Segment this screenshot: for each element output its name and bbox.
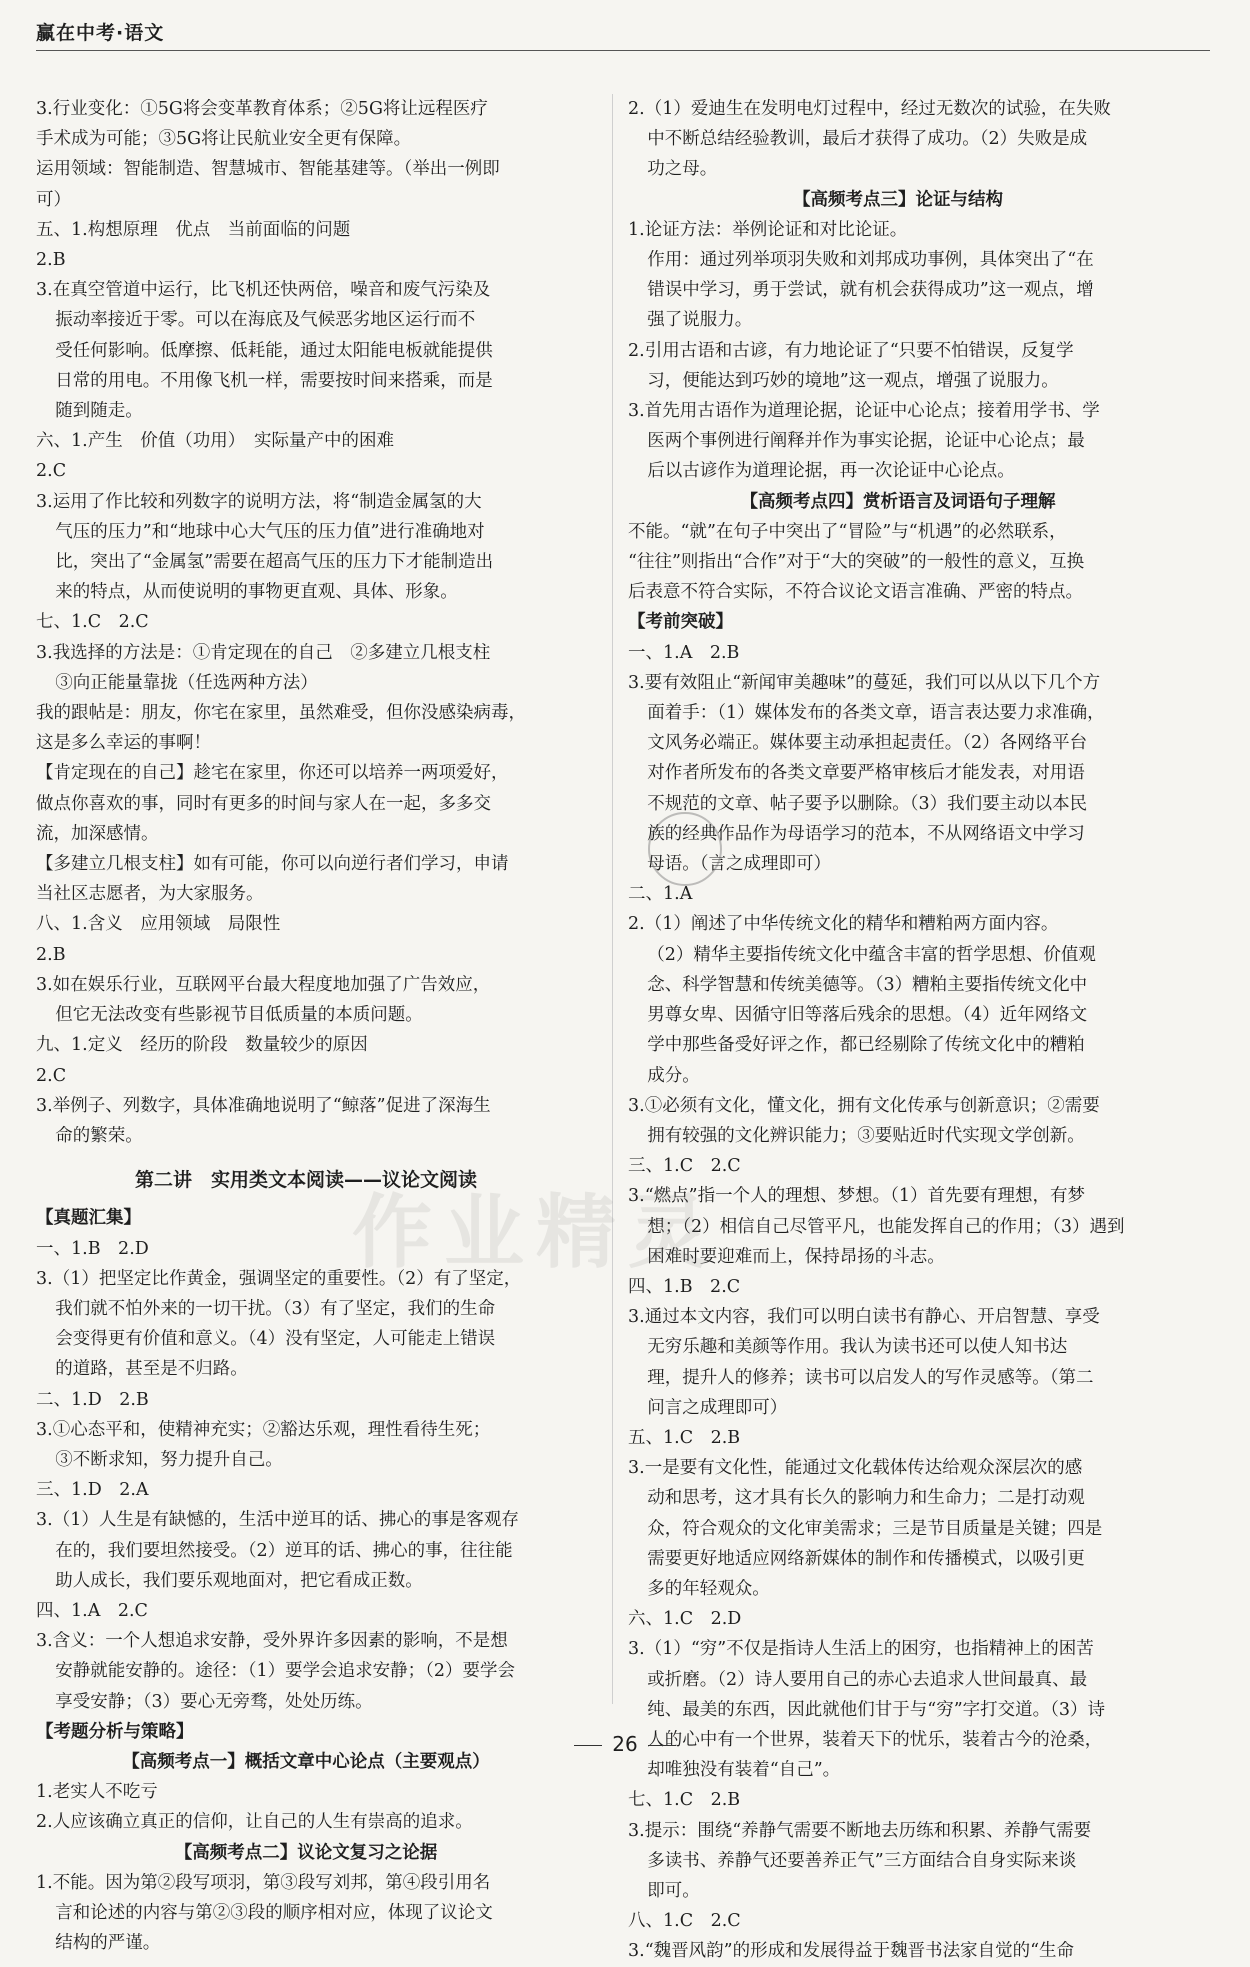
header-rule (36, 50, 1210, 51)
watermark: 作业精灵 (352, 1186, 720, 1279)
text-line: 中不断总结经验教训，最后才获得了成功。（2）失败是成 (647, 129, 1088, 150)
text-line: “往往”则指出“合作”对于“大的突破”的一般性的意义，互换 (628, 552, 1085, 573)
text-line: 错误中学习，勇于尝试，就有机会获得成功”这一观点，增 (647, 280, 1094, 301)
page-number (0, 1732, 1250, 1756)
text-line: 后以古谚作为道理论据，再一次论证中心论点。 (647, 461, 1015, 482)
text-line: 作用：通过列举项羽失败和刘邦成功事例，具体突出了“在 (647, 250, 1094, 271)
subsection-heading: 【真题汇集】 (36, 1208, 141, 1229)
text-line: 二、1.A (628, 884, 693, 905)
text-line: 3.举例子、列数字，具体准确地说明了“鲸落”促进了深海生 (36, 1095, 491, 1116)
text-line: 在的，我们要坦然接受。（2）逆耳的话、拂心的事，往往能 (55, 1540, 513, 1561)
text-line: 七、1.C 2.B (628, 1790, 741, 1811)
text-line: 这是多么幸运的事啊！ (36, 733, 211, 754)
subsection-heading: 【高频考点三】论证与结构 (793, 189, 1003, 210)
text-line: 会变得更有价值和意义。（4）没有坚定，人可能走上错误 (55, 1329, 496, 1350)
text-line: 3.一是要有文化性，能通过文化载体传达给观众深层次的感 (628, 1458, 1083, 1479)
text-line: 我的跟帖是：朋友，你宅在家里，虽然难受，但你没感染病毒， (36, 703, 526, 724)
text-line: 3.“魏晋风韵”的形成和发展得益于魏晋书法家自觉的“生命 (628, 1941, 1075, 1962)
text-line: 2.B (36, 944, 66, 965)
text-line: 一、1.A 2.B (628, 642, 740, 663)
text-line: 人的心中有一个世界，装着天下的忧乐，装着古今的沧桑， (647, 1729, 1103, 1750)
text-line: 多的年轻观众。 (647, 1578, 770, 1599)
text-line: 七、1.C 2.C (36, 612, 149, 633)
text-line: 3.如在娱乐行业，互联网平台最大程度地加强了广告效应， (36, 974, 491, 995)
subsection-heading: 【高频考点二】议论文复习之论据 (174, 1842, 438, 1863)
text-line: 学中那些备受好评之作，都已经剔除了传统文化中的糟粕 (647, 1035, 1085, 1056)
page-header-title: 赢在中考·语文 (36, 22, 165, 44)
text-line: 对作者所发布的各类文章要严格审核后才能发表，对用语 (647, 763, 1085, 784)
text-line: 拥有较强的文化辨识能力；③要贴近时代实现文学创新。 (647, 1125, 1085, 1146)
text-line: 后表意不符合实际，不符合议论文语言准确、严密的特点。 (628, 582, 1083, 603)
text-line: 可） (36, 189, 71, 210)
text-line: 众，符合观众的文化审美需求；三是节目质量是关键；四是 (647, 1518, 1103, 1539)
text-line: 理，提升人的修养；读书可以启发人的写作灵感等。（第二 (647, 1367, 1094, 1388)
text-line: 2.人应该确立真正的信仰，让自己的人生有崇高的追求。 (36, 1812, 473, 1833)
text-line: 不能。“就”在句子中突出了“冒险”与“机遇”的必然联系， (628, 521, 1067, 542)
text-line: 四、1.A 2.C (36, 1600, 148, 1621)
text-line: 八、1.含义 应用领域 局限性 (36, 914, 281, 935)
text-line: 3.（1）把坚定比作黄金，强调坚定的重要性。（2）有了坚定， (36, 1268, 522, 1289)
text-line: 却唯独没有装着“自己”。 (647, 1760, 841, 1781)
text-line: 日常的用电。不用像飞机一样，需要按时间来搭乘，而是 (55, 370, 493, 391)
text-line: 做点你喜欢的事，同时有更多的时间与家人在一起，多多交 (36, 793, 491, 814)
text-line: 3.提示：围绕“养静气需要不断地去历练和积累、养静气需要 (628, 1820, 1092, 1841)
text-line: 九、1.定义 经历的阶段 数量较少的原因 (36, 1035, 368, 1056)
text-line: 动和思考，这才具有长久的影响力和生命力；二是打动观 (647, 1488, 1085, 1509)
text-line: 结构的严谨。 (55, 1933, 161, 1954)
text-line: 需要更好地适应网络新媒体的制作和传播模式，以吸引更 (647, 1548, 1085, 1569)
text-line: 二、1.D 2.B (36, 1389, 149, 1410)
text-line: 当社区志愿者，为大家服务。 (36, 884, 264, 905)
text-line: 医两个事例进行阐释并作为事实论据，论证中心论点；最 (647, 431, 1085, 452)
text-line: 但它无法改变有些影视节目低质量的本质问题。 (55, 1005, 423, 1026)
text-line: 3.（1）人生是有缺憾的，生活中逆耳的话、拂心的事是客观存 (36, 1510, 519, 1531)
text-line: 受任何影响。低摩擦、低耗能，通过太阳能电板就能提供 (55, 340, 493, 361)
text-line: 问言之成理即可） (647, 1397, 788, 1418)
subsection-heading: 【考题分析与策略】 (36, 1721, 194, 1742)
text-line: 多读书、养静气还要善养正气”三方面结合自身实际来谈 (647, 1850, 1077, 1871)
text-line: 困难时要迎难而上，保持昂扬的斗志。 (647, 1246, 945, 1267)
text-line: 四、1.B 2.C (628, 1276, 741, 1297)
text-line: 男尊女卑、因循守旧等落后残余的思想。（4）近年网络文 (647, 1005, 1088, 1026)
text-line: 2.引用古语和古谚，有力地论证了“只要不怕错误，反复学 (628, 340, 1074, 361)
text-line: 言和论述的内容与第②③段的顺序相对应，体现了议论文 (55, 1902, 493, 1923)
text-line: 3.“燃点”指一个人的理想、梦想。（1）首先要有理想，有梦 (628, 1186, 1085, 1207)
text-line: 面着手：（1）媒体发布的各类文章，语言表达要力求准确， (647, 703, 1105, 724)
text-line: 享受安静；（3）要心无旁骛，处处历练。 (55, 1691, 373, 1712)
text-line: 3.①必须有文化，懂文化，拥有文化传承与创新意识；②需要 (628, 1095, 1100, 1116)
right-column (628, 94, 1168, 1967)
text-line: 流，加深感情。 (36, 823, 159, 844)
text-line: 母语。（言之成理即可） (647, 854, 831, 875)
text-line: 来的特点，从而使说明的事物更直观、具体、形象。 (55, 582, 458, 603)
text-line: 六、1.C 2.D (628, 1609, 742, 1630)
text-line: （2）精华主要指传统文化中蕴含丰富的哲学思想、价值观 (647, 944, 1096, 965)
text-line: 或折磨。（2）诗人要用自己的赤心去追求人世间最真、最 (647, 1669, 1088, 1690)
page-number-dash-right (648, 1745, 676, 1746)
text-line: 文风务必端正。媒体要主动承担起责任。（2）各网络平台 (647, 733, 1088, 754)
text-line: 习，便能达到巧妙的境地”这一观点，增强了说服力。 (647, 370, 1059, 391)
text-line: 运用领域：智能制造、智慧城市、智能基建等。（举出一例即 (36, 159, 500, 180)
text-line: 手术成为可能；③5G将让民航业安全更有保障。 (36, 129, 412, 150)
text-line: 不规范的文章、帖子要予以删除。（3）我们要主动以本民 (647, 793, 1088, 814)
text-line: 2.B (36, 250, 66, 271)
text-line: 3.（1）“穷”不仅是指诗人生活上的困穷，也指精神上的困苦 (628, 1639, 1094, 1660)
text-line: 六、1.产生 价值（功用） 实际量产中的困难 (36, 431, 394, 452)
page-number-dash-left (574, 1745, 602, 1746)
text-line: 的道路，甚至是不归路。 (55, 1359, 248, 1380)
text-line: 一、1.B 2.D (36, 1238, 149, 1259)
text-line: 2.（1）爱迪生在发明电灯过程中，经过无数次的试验，在失败 (628, 99, 1111, 119)
section-title: 第二讲 实用类文本阅读——议论文阅读 (134, 1169, 477, 1192)
text-line: 命的繁荣。 (55, 1125, 143, 1146)
text-line: 3.在真空管道中运行，比飞机还快两倍，噪音和废气污染及 (36, 280, 491, 301)
text-line: 比，突出了“金属氢”需要在超高气压的压力下才能制造出 (55, 552, 494, 573)
text-line: 功之母。 (647, 159, 718, 180)
subsection-heading: 【高频考点四】赏析语言及词语句子理解 (740, 491, 1056, 512)
text-line: 【多建立几根支柱】如有可能，你可以向逆行者们学习，申请 (36, 854, 509, 875)
text-line: 2.C (36, 461, 67, 482)
text-line: 三、1.D 2.A (36, 1480, 149, 1501)
text-line: 念、科学智慧和传统美德等。（3）糟粕主要指传统文化中 (647, 974, 1088, 995)
text-line: 1.论证方法：举例论证和对比论证。 (628, 219, 908, 240)
text-line: 3.行业变化：①5G将会变革教育体系；②5G将让远程医疗 (36, 99, 488, 119)
text-line: 成分。 (647, 1065, 700, 1086)
text-line: 2.C (36, 1065, 67, 1086)
text-line: 2.（1）阐述了中华传统文化的精华和糟粕两方面内容。 (628, 914, 1059, 935)
text-line: 3.我选择的方法是：①肯定现在的自己 ②多建立几根支柱 (36, 642, 491, 663)
text-line: 随到随走。 (55, 401, 143, 422)
text-line: 助人成长，我们要乐观地面对，把它看成正数。 (55, 1570, 423, 1591)
subsection-heading: 【高频考点一】概括文章中心论点（主要观点） (122, 1751, 490, 1772)
text-line: 1.老实人不吃亏 (36, 1782, 158, 1803)
left-column (36, 94, 576, 1958)
text-line: 无穷乐趣和美颜等作用。我认为读书还可以使人知书达 (647, 1337, 1068, 1358)
text-line: 1.不能。因为第②段写项羽，第③段写刘邦，第④段引用名 (36, 1872, 491, 1893)
column-divider (612, 94, 613, 1704)
text-line: 纯、最美的东西，因此就他们甘于与“穷”字打交道。（3）诗 (647, 1699, 1106, 1720)
text-line: 3.运用了作比较和列数字的说明方法，将“制造金属氢的大 (36, 491, 482, 512)
text-line: ③不断求知，努力提升自己。 (55, 1449, 283, 1470)
stamp-mark (648, 812, 722, 886)
text-line: 振动率接近于零。可以在海底及气候恶劣地区运行而不 (55, 310, 476, 331)
subsection-heading: 【考前突破】 (628, 612, 733, 633)
text-line: 族的经典作品作为母语学习的范本，不从网络语文中学习 (647, 823, 1085, 844)
page-number-value: 26 (612, 1732, 638, 1756)
text-line: 强了说服力。 (647, 310, 753, 331)
text-line: 想；（2）相信自己尽管平凡，也能发挥自己的作用；（3）遇到 (647, 1216, 1125, 1237)
text-line: 气压的压力”和“地球中心大气压的压力值”进行准确地对 (55, 521, 485, 542)
text-line: 3.①心态平和，使精神充实；②豁达乐观，理性看待生死； (36, 1419, 491, 1440)
text-line: 我们就不怕外来的一切干扰。（3）有了坚定，我们的生命 (55, 1298, 496, 1319)
text-line: 五、1.C 2.B (628, 1427, 741, 1448)
text-line: 八、1.C 2.C (628, 1911, 741, 1932)
text-line: 即可。 (647, 1880, 700, 1901)
text-line: 【肯定现在的自己】趁宅在家里，你还可以培养一两项爱好， (36, 763, 509, 784)
text-line: 3.要有效阻止“新闻审美趣味”的蔓延，我们可以从以下几个方 (628, 672, 1101, 693)
text-line: 3.含义：一个人想追求安静，受外界许多因素的影响，不是想 (36, 1631, 508, 1652)
text-line: 3.通过本文内容，我们可以明白读书有静心、开启智慧、享受 (628, 1307, 1100, 1328)
text-line: ③向正能量靠拢（任选两种方法） (55, 672, 318, 693)
text-line: 安静就能安静的。途径：（1）要学会追求安静；（2）要学会 (55, 1661, 516, 1682)
text-line: 3.首先用古语作为道理论据，论证中心论点；接着用学书、学 (628, 401, 1100, 422)
text-line: 五、1.构想原理 优点 当前面临的问题 (36, 219, 351, 240)
text-line: 三、1.C 2.C (628, 1156, 741, 1177)
